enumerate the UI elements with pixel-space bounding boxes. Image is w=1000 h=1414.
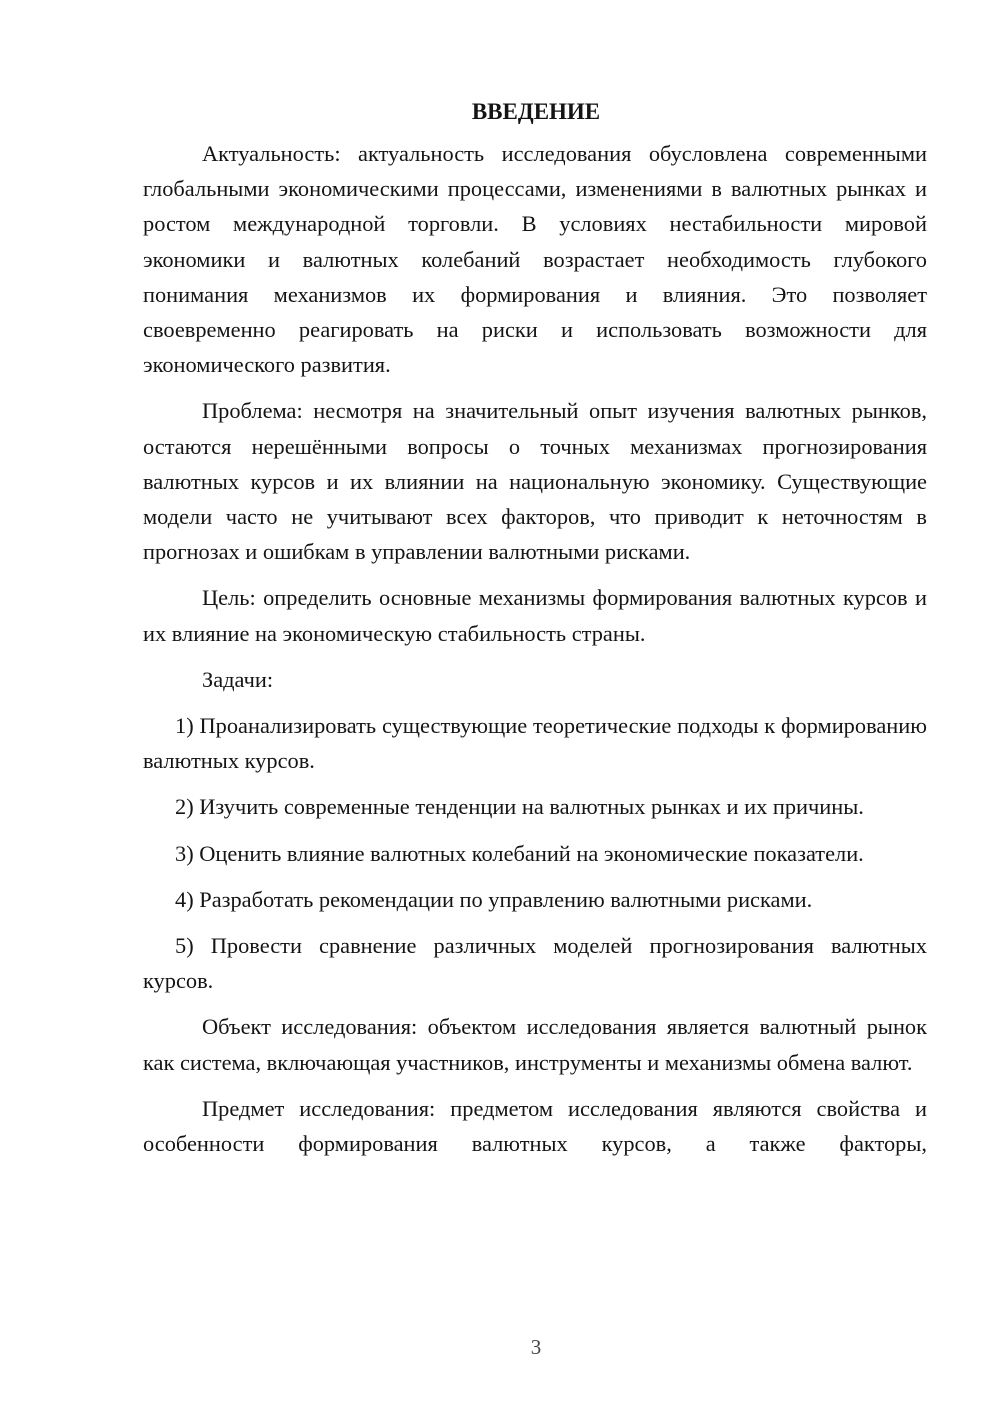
task-item-2: 2) Изучить современные тенденции на валютных рынках и их причины. [175, 794, 864, 820]
problem-paragraph: Проблема: несмотря на значительный опыт изучения валютных рынков, остаются нерешёнными вопросы о точных механизмах прогнозирования валютных курсов и их влиянии на национальную экономику. Существующие модели часто не учитывают всех факторов, что приводит к неточностям в прогнозах и ошибкам в управлении валютными рисками. [143, 398, 927, 565]
page-number: 3 [530, 1335, 542, 1359]
tasks-heading: Задачи: [202, 666, 274, 692]
section-title: ВВЕДЕНИЕ [471, 99, 601, 124]
goal-paragraph: Цель: определить основные механизмы формирования валютных курсов и их влияние на экономическую стабильность страны. [143, 585, 927, 646]
task-item-1: 1) Проанализировать существующие теоретические подходы к формированию валютных курсов. [143, 713, 927, 774]
subject-paragraph: Предмет исследования: предметом исследования являются свойства и особенности формирования валютных курсов, а также факторы, [143, 1095, 927, 1157]
document-body [143, 94, 927, 1172]
task-item-3: 3) Оценить влияние валютных колебаний на экономические показатели. [175, 840, 864, 866]
relevance-paragraph: Актуальность: актуальность исследования обусловлена современными глобальными экономическими процессами, изменениями в валютных рынках и ростом международной торговли. В условиях нестабильности мировой экономики и валютных колебаний возрастает необходимость глубокого понимания механизмов их формирования и влияния. Это позволяет своевременно реагировать на риски и использовать возможности для экономического развития. [143, 141, 927, 378]
task-item-5: 5) Провести сравнение различных моделей прогнозирования валютных курсов. [143, 933, 927, 994]
task-item-4: 4) Разработать рекомендации по управлению валютными рисками. [175, 886, 813, 912]
object-paragraph: Объект исследования: объектом исследования является валютный рынок как система, включающая участников, инструменты и механизмы обмена валют. [143, 1014, 927, 1075]
